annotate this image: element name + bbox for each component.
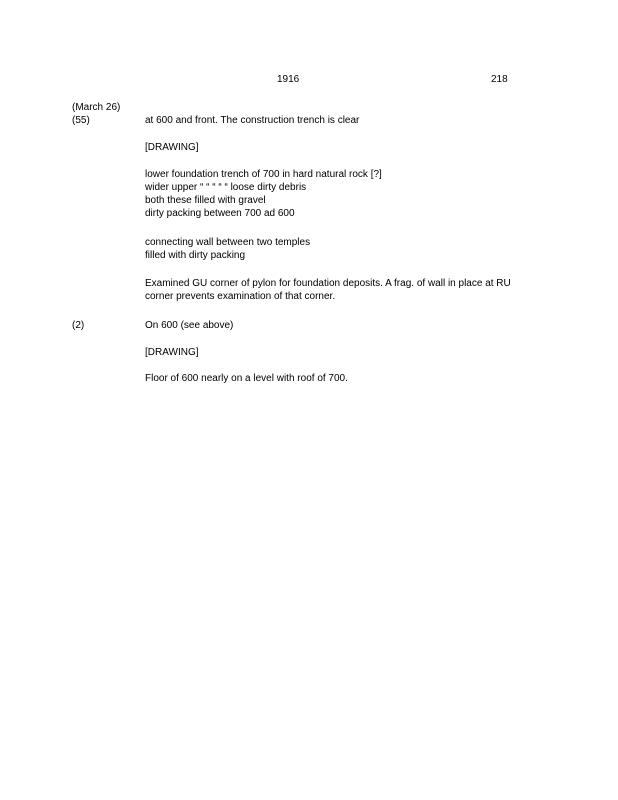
wall-note-line: connecting wall between two temples xyxy=(145,237,311,248)
note-line: dirty packing between 700 ad 600 xyxy=(145,208,295,219)
note-line: both these filled with gravel xyxy=(145,195,266,206)
floor-note: Floor of 600 nearly on a level with roof of 700. xyxy=(145,373,348,384)
header-year: 1916 xyxy=(277,74,300,85)
wall-note-line: filled with dirty packing xyxy=(145,250,246,261)
entry-ref-2: (2) xyxy=(72,320,85,331)
drawing-placeholder: [DRAWING] xyxy=(145,142,199,153)
note-line: wider upper “ “ “ “ “ loose dirty debris xyxy=(145,182,307,193)
note-line: lower foundation trench of 700 in hard natural rock [?] xyxy=(145,169,382,180)
drawing-placeholder: [DRAWING] xyxy=(145,347,199,358)
entry-date: (March 26) xyxy=(72,102,121,113)
entry-ref-55: (55) xyxy=(72,115,90,126)
entry-line: On 600 (see above) xyxy=(145,320,234,331)
page-number: 218 xyxy=(491,74,508,85)
examined-line: Examined GU corner of pylon for foundation deposits. A frag. of wall in place at RU xyxy=(145,278,511,289)
entry-line: at 600 and front. The construction trench is clear xyxy=(145,115,360,126)
examined-line: corner prevents examination of that corner. xyxy=(145,291,336,302)
